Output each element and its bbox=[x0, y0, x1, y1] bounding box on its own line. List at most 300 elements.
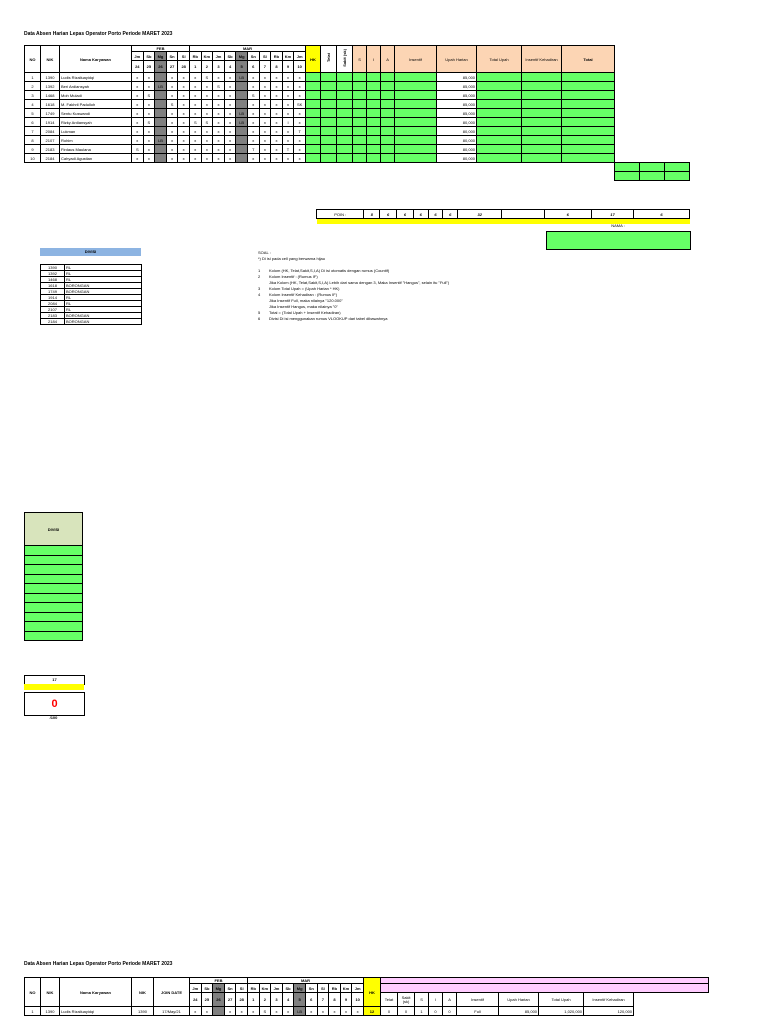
answer-cell[interactable] bbox=[477, 73, 522, 82]
b-day-name-13: Km bbox=[340, 984, 352, 993]
soal-item-num: 6 bbox=[258, 316, 261, 321]
soal-item-text: Jika Insentif Full, maka nilainya "120.000" bbox=[269, 298, 343, 303]
divisi-answer-cell[interactable] bbox=[25, 622, 83, 632]
b-cell-attendance: x bbox=[201, 1007, 213, 1016]
poin-value: 6 bbox=[428, 210, 443, 219]
answer-cell[interactable] bbox=[562, 73, 615, 82]
cell-attendance: x bbox=[224, 127, 236, 136]
cell-upah-harian: 80,000 bbox=[437, 154, 477, 163]
divisi-answer-row bbox=[25, 612, 83, 622]
answer-cell[interactable] bbox=[522, 127, 562, 136]
cell-attendance: x bbox=[189, 145, 201, 154]
answer-cell[interactable] bbox=[306, 109, 321, 118]
b-day-num-7: 3 bbox=[271, 993, 283, 1007]
answer-cell[interactable] bbox=[321, 82, 337, 91]
cell-attendance: x bbox=[271, 100, 283, 109]
answer-cell[interactable] bbox=[562, 145, 615, 154]
answer-cell[interactable] bbox=[321, 118, 337, 127]
b-day-name-3: Sn bbox=[224, 984, 236, 993]
answer-cell[interactable] bbox=[395, 100, 437, 109]
answer-cell[interactable] bbox=[306, 91, 321, 100]
day-name-0: Jm bbox=[132, 52, 144, 61]
day-name-10: Sn bbox=[247, 52, 259, 61]
answer-cell[interactable] bbox=[562, 118, 615, 127]
answer-cell[interactable] bbox=[477, 154, 522, 163]
day-num-4: 28 bbox=[178, 61, 190, 73]
divisi-name: RL bbox=[65, 307, 142, 313]
cell-attendance: S bbox=[201, 73, 213, 82]
cell-nik: 2183 bbox=[41, 145, 60, 154]
table-row bbox=[25, 82, 690, 91]
divisi-lookup-table bbox=[40, 264, 142, 325]
answer-cell[interactable] bbox=[477, 91, 522, 100]
b-day-num-12: 8 bbox=[329, 993, 341, 1007]
cell-no: 3 bbox=[25, 91, 41, 100]
cell-attendance: x bbox=[189, 136, 201, 145]
table-row bbox=[25, 100, 690, 109]
divisi-answer-cell[interactable] bbox=[25, 603, 83, 613]
answer-cell[interactable] bbox=[381, 136, 395, 145]
cell-attendance: x bbox=[224, 109, 236, 118]
soal-item-num: 2 bbox=[258, 274, 261, 279]
cell-attendance: x bbox=[143, 73, 155, 82]
answer-cell[interactable] bbox=[562, 154, 615, 163]
col-sakit-label: Sakit (sk) bbox=[342, 49, 348, 67]
answer-cell[interactable] bbox=[321, 109, 337, 118]
b-col-telat: Telat bbox=[381, 993, 398, 1007]
answer-cell[interactable] bbox=[321, 136, 337, 145]
total-answer-cell[interactable] bbox=[615, 172, 640, 181]
poin-value: 32 bbox=[458, 210, 502, 219]
answer-cell[interactable] bbox=[353, 100, 367, 109]
table-row bbox=[25, 118, 690, 127]
b-day-name-8: Sb bbox=[282, 984, 294, 993]
cell-attendance: x bbox=[201, 127, 213, 136]
b-cell-nik: 1390 bbox=[41, 1007, 60, 1016]
answer-cell[interactable] bbox=[337, 145, 353, 154]
answer-cell[interactable] bbox=[306, 154, 321, 163]
answer-cell[interactable] bbox=[395, 73, 437, 82]
divisi-answer-row bbox=[25, 631, 83, 641]
day-num-12: 8 bbox=[271, 61, 283, 73]
cell-attendance: x bbox=[271, 109, 283, 118]
b-day-name-6: Km bbox=[259, 984, 271, 993]
answer-cell[interactable] bbox=[367, 91, 381, 100]
day-num-3: 27 bbox=[166, 61, 178, 73]
b-col-upah: Upah Harian bbox=[499, 993, 539, 1007]
answer-cell[interactable] bbox=[337, 127, 353, 136]
day-num-7: 3 bbox=[213, 61, 225, 73]
answer-cell[interactable] bbox=[522, 154, 562, 163]
answer-cell[interactable] bbox=[337, 136, 353, 145]
cell-nama: Cahyadi Agustian bbox=[60, 154, 132, 163]
cell-attendance: LB bbox=[236, 118, 248, 127]
cell-no: 1 bbox=[25, 73, 41, 82]
cell-attendance: x bbox=[178, 82, 190, 91]
answer-cell[interactable] bbox=[321, 91, 337, 100]
b-col-i: I bbox=[429, 993, 443, 1007]
day-num-10: 6 bbox=[247, 61, 259, 73]
divisi-row bbox=[41, 319, 142, 325]
divisi-answer-row bbox=[25, 622, 83, 632]
day-name-5: Rb bbox=[189, 52, 201, 61]
cell-attendance: x bbox=[166, 118, 178, 127]
b-cell-attendance bbox=[213, 1007, 225, 1016]
cell-attendance: x bbox=[294, 136, 306, 145]
answer-cell[interactable] bbox=[522, 109, 562, 118]
b-cell-nik2: 1390 bbox=[132, 1007, 154, 1016]
col-insentif-kehadiran-label: Insentif Kehadiran bbox=[525, 56, 558, 62]
cell-attendance: x bbox=[294, 109, 306, 118]
answer-cell[interactable] bbox=[562, 109, 615, 118]
answer-cell[interactable] bbox=[395, 109, 437, 118]
day-num-5: 1 bbox=[189, 61, 201, 73]
cell-attendance bbox=[236, 154, 248, 163]
b-col-nama bbox=[60, 978, 132, 1007]
score-denominator: /100 bbox=[49, 715, 58, 720]
divisi-name: BORONGAN bbox=[65, 289, 142, 295]
cell-no: 7 bbox=[25, 127, 41, 136]
answer-cell[interactable] bbox=[306, 145, 321, 154]
divisi-answer-cell[interactable] bbox=[25, 593, 83, 603]
answer-cell[interactable] bbox=[395, 145, 437, 154]
b-pink-bar-2 bbox=[381, 984, 709, 993]
answer-cell[interactable] bbox=[562, 136, 615, 145]
answer-cell[interactable] bbox=[381, 118, 395, 127]
cell-attendance: x bbox=[224, 73, 236, 82]
cell-attendance: T bbox=[294, 127, 306, 136]
cell-attendance: x bbox=[294, 73, 306, 82]
cell-attendance: x bbox=[166, 73, 178, 82]
answer-cell[interactable] bbox=[306, 118, 321, 127]
day-name-13: Km bbox=[282, 52, 294, 61]
answer-cell[interactable] bbox=[477, 109, 522, 118]
divisi-name: RL bbox=[65, 265, 142, 271]
divisi-lookup-title: DIVISI bbox=[40, 248, 141, 256]
answer-cell[interactable] bbox=[337, 109, 353, 118]
cell-nik: 1392 bbox=[41, 82, 60, 91]
cell-attendance: S bbox=[143, 91, 155, 100]
answer-cell[interactable] bbox=[367, 100, 381, 109]
cell-attendance bbox=[236, 91, 248, 100]
cell-attendance: x bbox=[132, 136, 144, 145]
col-no: NO bbox=[25, 46, 41, 73]
cell-attendance: x bbox=[282, 73, 294, 82]
cell-attendance: x bbox=[247, 109, 259, 118]
answer-cell[interactable] bbox=[321, 100, 337, 109]
soal-item-text: Kolom Insentif Kehadiran : (Rumus IF) bbox=[269, 292, 338, 297]
soal-item-num: 3 bbox=[258, 286, 261, 291]
b-col-a: A bbox=[443, 993, 457, 1007]
cell-attendance: x bbox=[178, 109, 190, 118]
answer-cell[interactable] bbox=[562, 100, 615, 109]
cell-attendance bbox=[236, 136, 248, 145]
col-feb: FEB bbox=[132, 46, 190, 52]
answer-cell[interactable] bbox=[395, 91, 437, 100]
answer-cell[interactable] bbox=[306, 127, 321, 136]
total-answer-cell[interactable] bbox=[640, 172, 665, 181]
cell-attendance: x bbox=[189, 154, 201, 163]
answer-cell[interactable] bbox=[321, 154, 337, 163]
answer-cell[interactable] bbox=[367, 82, 381, 91]
divisi-name: BORONGAN bbox=[65, 283, 142, 289]
col-telat bbox=[321, 46, 337, 73]
cell-attendance: x bbox=[213, 73, 225, 82]
cell-nik: 1468 bbox=[41, 91, 60, 100]
answer-cell[interactable] bbox=[353, 73, 367, 82]
divisi-answer-cell[interactable] bbox=[25, 546, 83, 556]
b-day-num-14: 10 bbox=[352, 993, 364, 1007]
cell-attendance: I bbox=[282, 118, 294, 127]
answer-cell[interactable] bbox=[562, 127, 615, 136]
cell-upah-harian: 85,000 bbox=[437, 109, 477, 118]
answer-cell[interactable] bbox=[381, 145, 395, 154]
bottom-title: Data Absen Harian Lepas Operator Porto Periode MARET 2023 bbox=[24, 961, 173, 967]
answer-cell[interactable] bbox=[381, 109, 395, 118]
b-col-insentif: Insentif bbox=[457, 993, 499, 1007]
poin-table bbox=[316, 209, 690, 224]
cell-attendance: x bbox=[201, 136, 213, 145]
answer-cell[interactable] bbox=[381, 73, 395, 82]
answer-cell[interactable] bbox=[337, 73, 353, 82]
soal-item-text: Jika Insentif Hangus, maka nilainya "0" bbox=[269, 304, 338, 309]
answer-cell[interactable] bbox=[353, 154, 367, 163]
day-name-11: Sl bbox=[259, 52, 271, 61]
col-s: S bbox=[353, 46, 367, 73]
cell-upah-harian: 85,000 bbox=[437, 73, 477, 82]
score-value: 0 bbox=[24, 692, 85, 716]
divisi-nik: 2184 bbox=[41, 319, 65, 325]
cell-attendance: x bbox=[224, 82, 236, 91]
cell-attendance: S bbox=[247, 91, 259, 100]
total-row bbox=[25, 163, 690, 172]
answer-cell[interactable] bbox=[477, 82, 522, 91]
col-insentif: Insentif bbox=[395, 46, 437, 73]
b-cell-attendance: x bbox=[190, 1007, 202, 1016]
cell-no: 4 bbox=[25, 100, 41, 109]
day-num-2: 26 bbox=[155, 61, 167, 73]
cell-attendance: x bbox=[282, 127, 294, 136]
cell-attendance: x bbox=[143, 82, 155, 91]
cell-attendance bbox=[236, 100, 248, 109]
b-day-name-11: Sl bbox=[317, 984, 329, 993]
answer-cell[interactable] bbox=[367, 145, 381, 154]
cell-attendance: x bbox=[132, 154, 144, 163]
cell-attendance: x bbox=[294, 145, 306, 154]
answer-cell[interactable] bbox=[306, 136, 321, 145]
divisi-nik: 2183 bbox=[41, 313, 65, 319]
b-col-ins-keh-label: Insentif Kehadiran bbox=[592, 996, 625, 1002]
answer-cell[interactable] bbox=[381, 154, 395, 163]
cell-attendance: x bbox=[282, 136, 294, 145]
answer-cell[interactable] bbox=[321, 127, 337, 136]
b-cell-telat: 0 bbox=[381, 1007, 398, 1016]
answer-cell[interactable] bbox=[522, 100, 562, 109]
answer-cell[interactable] bbox=[381, 91, 395, 100]
cell-attendance: x bbox=[166, 109, 178, 118]
answer-cell[interactable] bbox=[395, 136, 437, 145]
cell-attendance: x bbox=[271, 145, 283, 154]
answer-cell[interactable] bbox=[367, 109, 381, 118]
divisi-answer-cell[interactable] bbox=[25, 565, 83, 575]
cell-attendance: x bbox=[189, 82, 201, 91]
cell-attendance: x bbox=[143, 127, 155, 136]
divisi-answer-cell[interactable] bbox=[25, 631, 83, 641]
day-num-14: 10 bbox=[294, 61, 306, 73]
divisi-name: BORONGAN bbox=[65, 313, 142, 319]
b-cell-attendance: x bbox=[282, 1007, 294, 1016]
answer-cell[interactable] bbox=[395, 154, 437, 163]
col-sakit bbox=[337, 46, 353, 73]
cell-attendance: x bbox=[271, 136, 283, 145]
divisi-answer-cell[interactable] bbox=[25, 574, 83, 584]
cell-attendance: S bbox=[213, 82, 225, 91]
b-cell-attendance: x bbox=[271, 1007, 283, 1016]
b-col-s: S bbox=[415, 993, 429, 1007]
answer-cell[interactable] bbox=[306, 73, 321, 82]
divisi-answer-cell[interactable] bbox=[25, 555, 83, 565]
col-nik: NIK bbox=[41, 46, 60, 73]
cell-attendance: S bbox=[143, 118, 155, 127]
day-num-0: 24 bbox=[132, 61, 144, 73]
answer-cell[interactable] bbox=[522, 118, 562, 127]
answer-cell[interactable] bbox=[477, 136, 522, 145]
answer-cell[interactable] bbox=[367, 73, 381, 82]
total-answer-cell[interactable] bbox=[615, 163, 640, 172]
divisi-answer-title: DIVISI bbox=[25, 513, 83, 546]
cell-attendance: x bbox=[201, 145, 213, 154]
answer-cell[interactable] bbox=[477, 100, 522, 109]
cell-attendance: x bbox=[259, 91, 271, 100]
b-day-num-4: 28 bbox=[236, 993, 248, 1007]
day-num-13: 9 bbox=[282, 61, 294, 73]
day-name-3: Sn bbox=[166, 52, 178, 61]
answer-cell[interactable] bbox=[321, 73, 337, 82]
total-answer-cell[interactable] bbox=[665, 172, 690, 181]
answer-cell[interactable] bbox=[353, 127, 367, 136]
col-i: I bbox=[367, 46, 381, 73]
poin-value: 6 bbox=[380, 210, 397, 219]
answer-cell[interactable] bbox=[477, 118, 522, 127]
cell-upah-harian: 85,000 bbox=[437, 91, 477, 100]
answer-cell[interactable] bbox=[395, 127, 437, 136]
answer-cell[interactable] bbox=[353, 82, 367, 91]
b-day-num-1: 25 bbox=[201, 993, 213, 1007]
cell-attendance: LB bbox=[236, 109, 248, 118]
soal-item-text: Divisi Di isi menggunakan rumus VLOOKUP dari tabel dibawahnya bbox=[269, 316, 388, 321]
b-col-nama-label: Nama Karyawan bbox=[80, 989, 111, 995]
answer-cell[interactable] bbox=[337, 154, 353, 163]
divisi-nik: 2084 bbox=[41, 301, 65, 307]
day-num-1: 25 bbox=[143, 61, 155, 73]
answer-cell[interactable] bbox=[477, 127, 522, 136]
b-cell-a: 0 bbox=[443, 1007, 457, 1016]
answer-cell[interactable] bbox=[367, 127, 381, 136]
cell-no: 8 bbox=[25, 136, 41, 145]
answer-cell[interactable] bbox=[337, 82, 353, 91]
table-row bbox=[25, 73, 690, 82]
nama-label: NAMA : bbox=[611, 223, 625, 228]
b-cell-ins-keh: 120,000 bbox=[584, 1007, 634, 1016]
answer-cell[interactable] bbox=[395, 82, 437, 91]
b-cell-attendance: LB bbox=[294, 1007, 306, 1016]
b-col-sakit bbox=[398, 993, 415, 1007]
cell-attendance: x bbox=[224, 154, 236, 163]
b-day-name-2: Mg bbox=[213, 984, 225, 993]
answer-cell[interactable] bbox=[522, 73, 562, 82]
answer-cell[interactable] bbox=[395, 118, 437, 127]
b-cell-attendance: x bbox=[224, 1007, 236, 1016]
cell-attendance: x bbox=[213, 100, 225, 109]
answer-cell[interactable] bbox=[353, 91, 367, 100]
answer-cell[interactable] bbox=[562, 82, 615, 91]
soal-item-num: 5 bbox=[258, 310, 261, 315]
soal-item-text: Kolom Total Upah = (Upah Harian * HK) bbox=[269, 286, 340, 291]
answer-cell[interactable] bbox=[522, 91, 562, 100]
answer-cell[interactable] bbox=[306, 82, 321, 91]
table-row bbox=[25, 136, 690, 145]
answer-cell[interactable] bbox=[381, 100, 395, 109]
cell-attendance: x bbox=[166, 154, 178, 163]
answer-cell[interactable] bbox=[337, 100, 353, 109]
divisi-answer-cell[interactable] bbox=[25, 612, 83, 622]
answer-cell[interactable] bbox=[522, 145, 562, 154]
total-answer-cell[interactable] bbox=[665, 163, 690, 172]
col-hk: HK bbox=[306, 46, 321, 73]
cell-attendance: x bbox=[282, 109, 294, 118]
answer-cell[interactable] bbox=[381, 82, 395, 91]
cell-attendance: x bbox=[224, 136, 236, 145]
divisi-nik: 1468 bbox=[41, 277, 65, 283]
cell-attendance: x bbox=[259, 82, 271, 91]
answer-cell[interactable] bbox=[353, 136, 367, 145]
b-col-feb: FEB bbox=[190, 978, 248, 984]
answer-cell[interactable] bbox=[353, 145, 367, 154]
cell-attendance: x bbox=[201, 100, 213, 109]
answer-cell[interactable] bbox=[353, 109, 367, 118]
answer-cell[interactable] bbox=[367, 118, 381, 127]
cell-attendance: x bbox=[132, 73, 144, 82]
col-mar: MAR bbox=[189, 46, 305, 52]
cell-attendance: LB bbox=[155, 136, 167, 145]
answer-cell[interactable] bbox=[367, 136, 381, 145]
answer-cell[interactable] bbox=[381, 127, 395, 136]
answer-cell[interactable] bbox=[337, 91, 353, 100]
nama-input[interactable] bbox=[546, 231, 691, 250]
poin-value bbox=[502, 210, 544, 219]
b-cell-attendance: x bbox=[340, 1007, 352, 1016]
answer-cell[interactable] bbox=[477, 145, 522, 154]
total-answer-cell[interactable] bbox=[640, 163, 665, 172]
soal-item-text: Total = (Total Upah + Insentif Kehadiran) bbox=[269, 310, 341, 315]
divisi-answer-cell[interactable] bbox=[25, 584, 83, 594]
answer-cell[interactable] bbox=[562, 91, 615, 100]
cell-attendance: x bbox=[166, 91, 178, 100]
answer-cell[interactable] bbox=[367, 154, 381, 163]
total-row-spacer bbox=[25, 163, 615, 172]
cell-attendance: x bbox=[178, 118, 190, 127]
cell-attendance: S bbox=[132, 145, 144, 154]
cell-attendance: x bbox=[294, 154, 306, 163]
answer-cell[interactable] bbox=[353, 118, 367, 127]
cell-attendance: x bbox=[178, 73, 190, 82]
answer-cell[interactable] bbox=[321, 145, 337, 154]
divisi-nik: 1390 bbox=[41, 265, 65, 271]
answer-cell[interactable] bbox=[306, 100, 321, 109]
answer-cell[interactable] bbox=[522, 82, 562, 91]
answer-cell[interactable] bbox=[337, 118, 353, 127]
answer-cell[interactable] bbox=[522, 136, 562, 145]
